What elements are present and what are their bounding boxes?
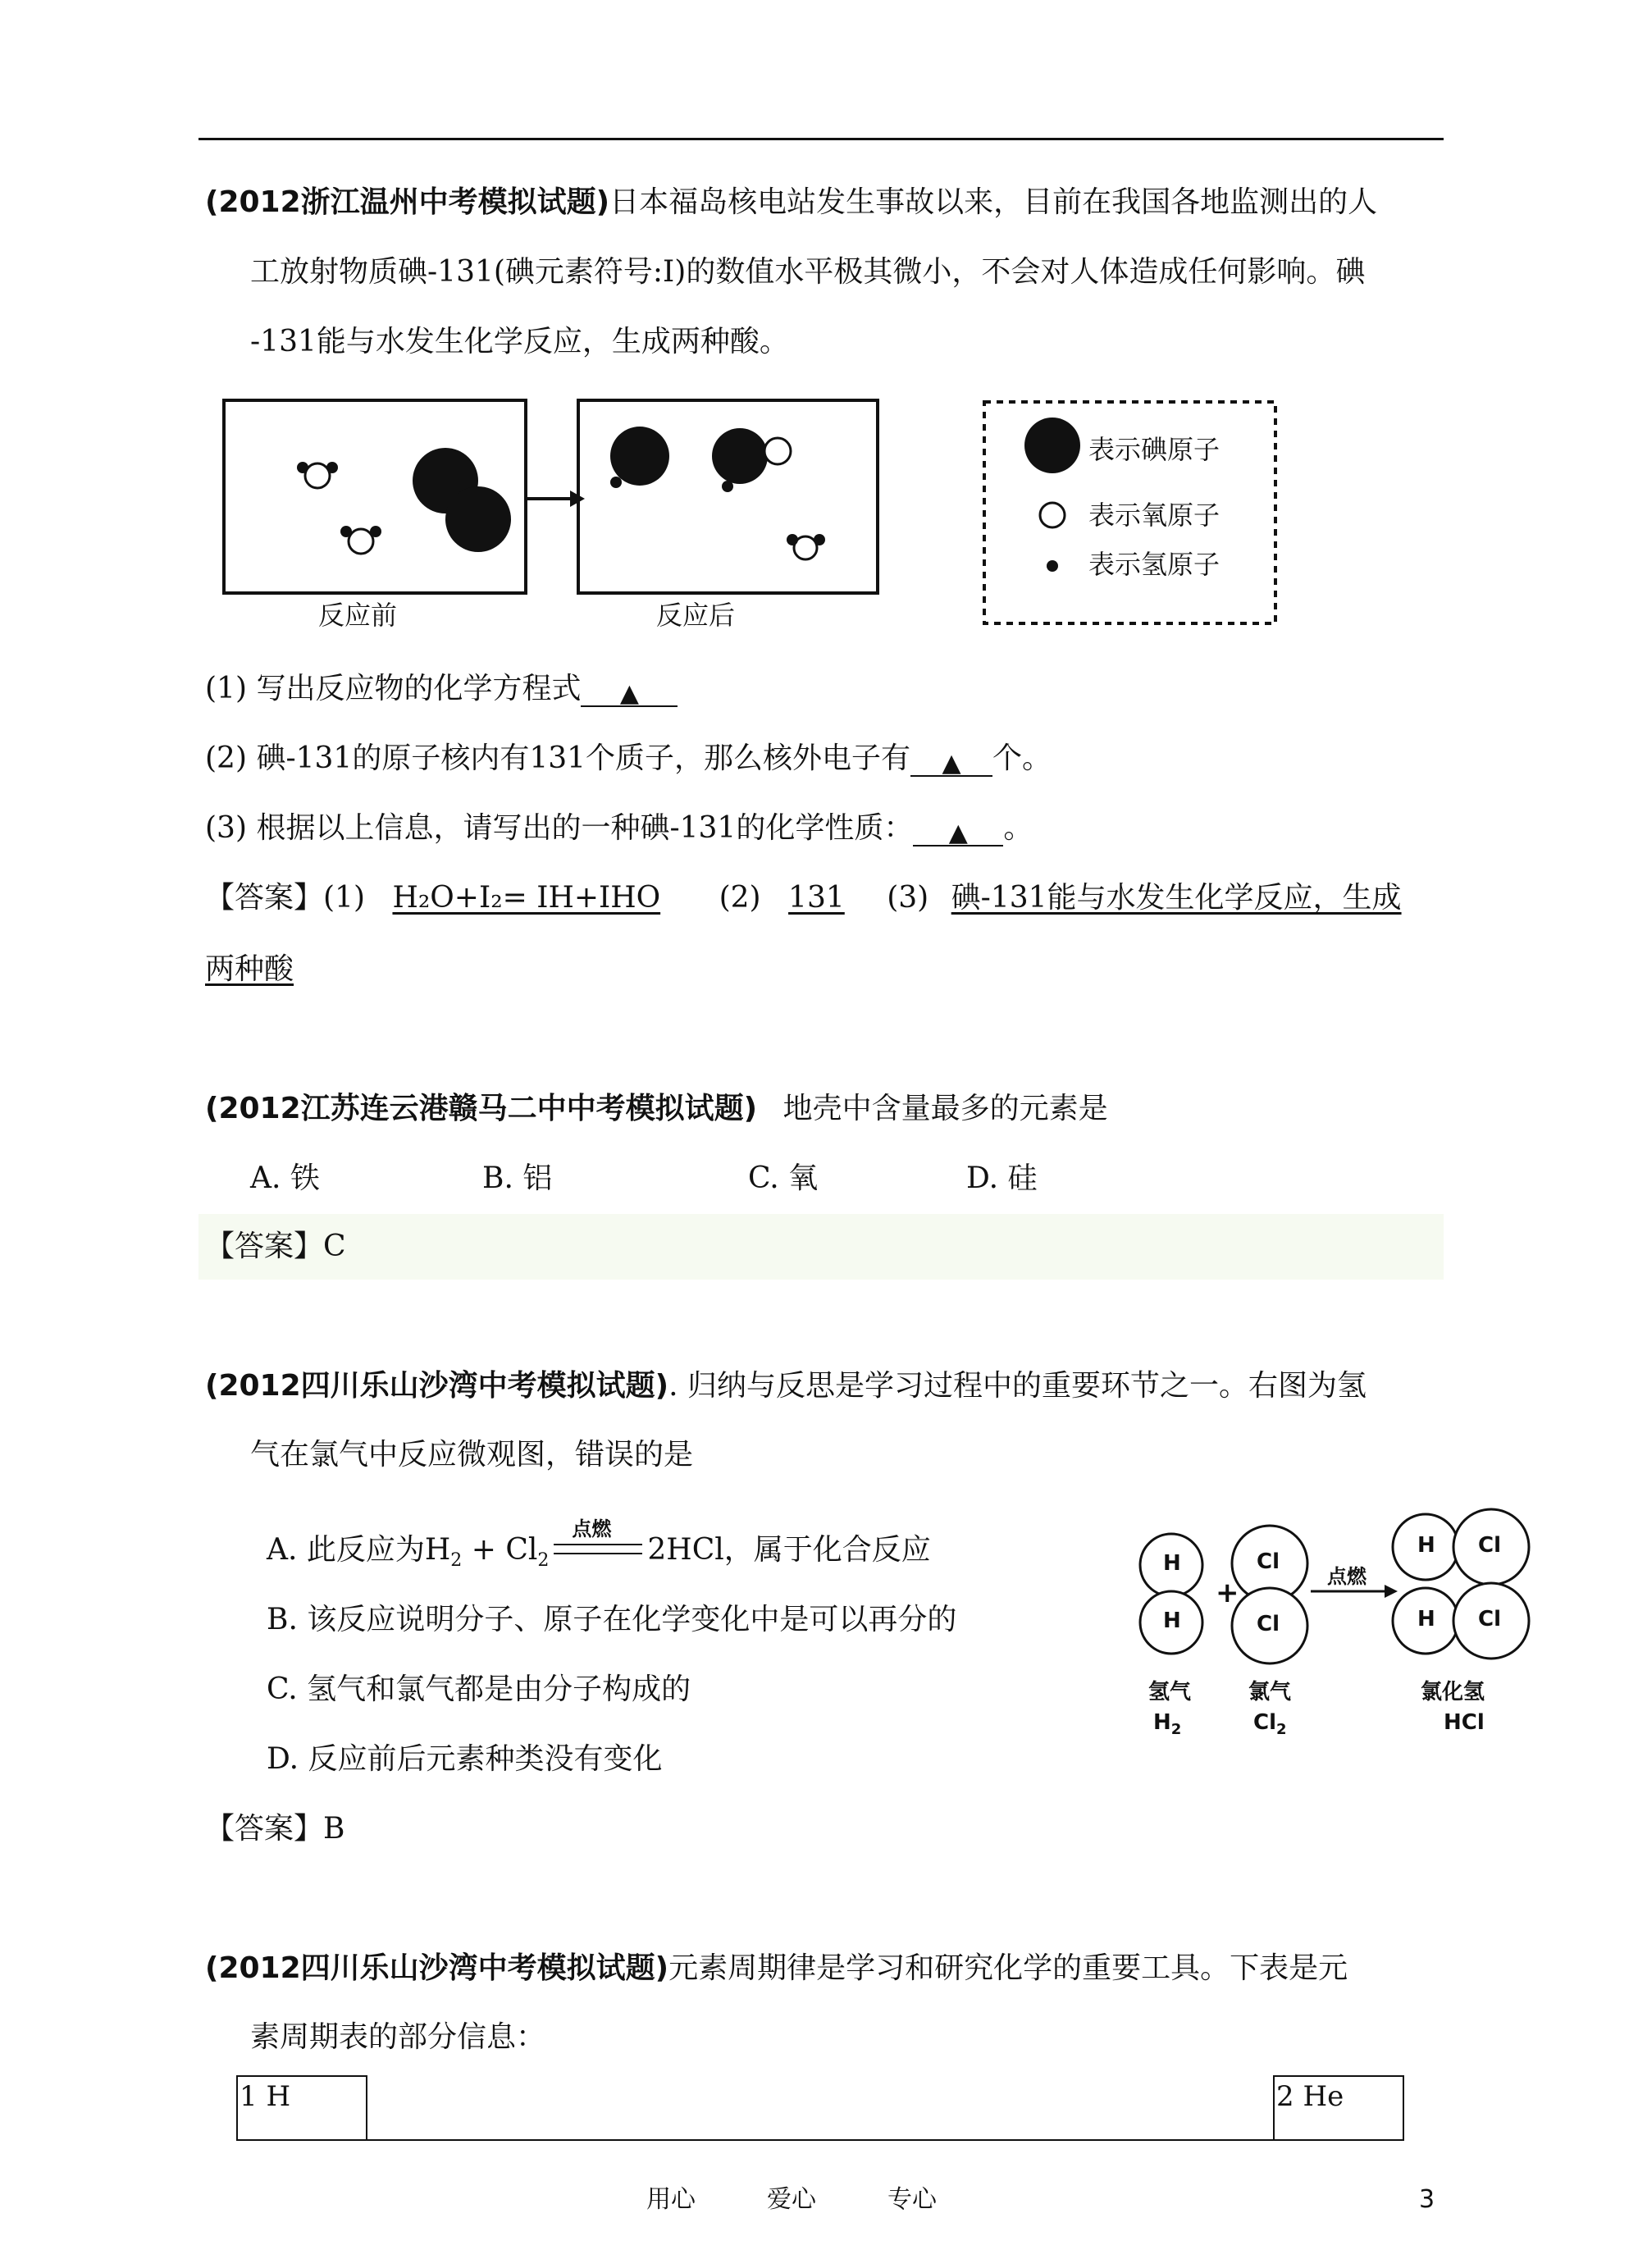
q1-sub1-text: (1) 写出反应物的化学方程式 [205,672,582,705]
atom-cl-label: Cl [1257,1549,1280,1574]
q1-line3: -131能与水发生化学反应，生成两种酸。 [250,325,789,358]
cell-h-label: 1 H [240,2080,291,2113]
periodic-table-row [236,2075,1401,2141]
answer-value: 131 [788,881,845,915]
header-rule [198,138,1444,140]
atom-h-label: H [1163,1551,1181,1576]
q1-sub3-tail: 。 [1003,811,1033,845]
q1-sub3 [205,810,1033,847]
q3-stem-1: . 归纳与反思是学习过程中的重要环节之一。右图为氢 [668,1369,1367,1403]
q2-answer-band [198,1214,1444,1280]
optA-tail: 2HCl，属于化合反应 [647,1533,931,1567]
q1-sub2 [205,741,1052,777]
q3-option-d: D. 反应前后元素种类没有变化 [267,1742,663,1776]
formula-cl2 [1253,1710,1287,1738]
atom-h-label: H [1417,1607,1435,1631]
periodic-cell-he [1273,2075,1404,2141]
caption-after: 反应后 [656,600,736,631]
answer-value: C [323,1230,346,1263]
q4-line1 [205,1951,1348,1987]
water-molecule [297,462,338,488]
answer-blank [910,744,992,777]
answer-label: 【答案】 [205,1812,324,1846]
formula-base: Cl [1253,1710,1276,1735]
name-chlorine: 氯气 [1248,1680,1292,1704]
q1-answer-cont: 两种酸 [205,952,294,986]
q2-source: (2012江苏连云港赣马二中中考模拟试题) [205,1092,758,1125]
water-molecule [340,526,381,554]
q2-option-a: A. 铁 [250,1161,320,1195]
q1-line2: 工放射物质碘-131(碘元素符号:I)的数值水平极其微小，不会对人体造成任何影响。碘 [250,255,1366,289]
hcl-fig-labels [1124,1501,1550,1747]
q4-line2: 素周期表的部分信息： [250,2020,546,2054]
blank-mark: ▲ [942,749,961,778]
formula-hcl: HCl [1444,1710,1485,1735]
answer-value: 碘-131能与水发生化学反应，生成 [951,881,1402,915]
subscript: 2 [1170,1721,1182,1739]
answer-value: B [323,1812,345,1846]
name-hcl: 氯化氢 [1421,1680,1485,1704]
answer-label: 【答案】 [205,1230,324,1263]
hio-molecule [712,428,791,492]
legend-hydrogen-label: 表示氢原子 [1088,549,1221,580]
q2-stem: 地壳中含量最多的元素是 [782,1092,1108,1125]
atom-h-label: H [1163,1609,1181,1633]
atom-cl-label: Cl [1478,1607,1501,1631]
q3-option-c: C. 氢气和氯气都是由分子构成的 [267,1672,691,1706]
footer-word-1: 用心 [646,2185,696,2214]
legend-oxygen-label: 表示氧原子 [1088,500,1221,531]
answer-index: (3) [887,881,929,915]
iodine-atom-icon [1024,418,1080,473]
q3-line1 [205,1368,1367,1404]
answer-index: (1) [323,881,366,915]
q4-stem-1: 元素周期律是学习和研究化学的重要工具。下表是元 [668,1951,1348,1985]
periodic-cell-h [236,2075,367,2141]
q1-source: (2012浙江温州中考模拟试题) [205,185,610,219]
atom-h-label: H [1417,1533,1435,1558]
plus-sign: + [1216,1577,1239,1609]
footer-word-3: 专心 [887,2185,937,2214]
answer-blank [581,674,678,707]
formula-h2 [1153,1710,1181,1738]
optA-plus: + Cl [462,1533,538,1567]
q1-sub3-text: (3) 根据以上信息，请写出的一种碘-131的化学性质： [205,811,914,845]
water-molecule [787,534,825,559]
hi-molecule [610,427,669,488]
answer-label: 【答案】 [205,881,324,915]
subscript: 2 [1276,1721,1287,1739]
q1-sub2-tail: 个。 [992,742,1052,775]
q1-line1 [205,185,1377,221]
q1-stem-1: 日本福岛核电站发生事故以来，目前在我国各地监测出的人 [609,185,1378,219]
iodine-molecule [413,448,511,552]
blank-mark: ▲ [619,679,639,708]
q2-line1 [205,1091,1108,1127]
answer-index: (2) [719,881,761,915]
q1-sub1 [205,671,678,707]
q4-source: (2012四川乐山沙湾中考模拟试题) [205,1951,669,1985]
caption-before: 反应前 [318,600,398,631]
condition-label: 点燃 [572,1517,612,1540]
page-number: 3 [1419,2185,1435,2214]
q3-source: (2012四川乐山沙湾中考模拟试题) [205,1369,669,1403]
oxygen-atom-icon [1040,503,1065,527]
formula-base: H [1153,1710,1171,1735]
q3-answer [205,1811,344,1847]
q3-option-a [267,1517,931,1579]
double-line-sign [554,1544,642,1554]
subscript: 2 [537,1550,550,1572]
cell-he-label: 2 He [1276,2080,1344,2113]
q3-line2: 气在氯气中反应微观图，错误的是 [250,1438,694,1472]
q2-option-d: D. 硅 [966,1161,1038,1195]
blank-mark: ▲ [948,819,968,847]
answer-blank [913,814,1003,847]
q1-answer [205,880,1402,916]
answer-value: H₂O+I₂= IH+IHO [392,881,661,915]
condition-label: 点燃 [1327,1565,1367,1588]
legend-iodine-label: 表示碘原子 [1088,434,1221,465]
atom-cl-label: Cl [1257,1612,1280,1636]
footer-word-2: 爱心 [767,2185,816,2214]
hydrogen-atom-icon [1047,560,1058,572]
optA-text: A. 此反应为H [267,1533,451,1567]
q2-answer [205,1229,346,1265]
name-hydrogen: 氢气 [1148,1680,1192,1704]
q1-sub2-text: (2) 碘-131的原子核内有131个质子，那么核外电子有 [205,742,911,775]
reaction-condition [554,1517,642,1568]
subscript: 2 [450,1550,463,1572]
q2-option-b: B. 铝 [482,1161,553,1195]
q2-option-c: C. 氧 [748,1161,819,1195]
q3-option-b: B. 该反应说明分子、原子在化学变化中是可以再分的 [267,1603,957,1636]
atom-cl-label: Cl [1478,1533,1501,1558]
after-box [578,400,878,593]
